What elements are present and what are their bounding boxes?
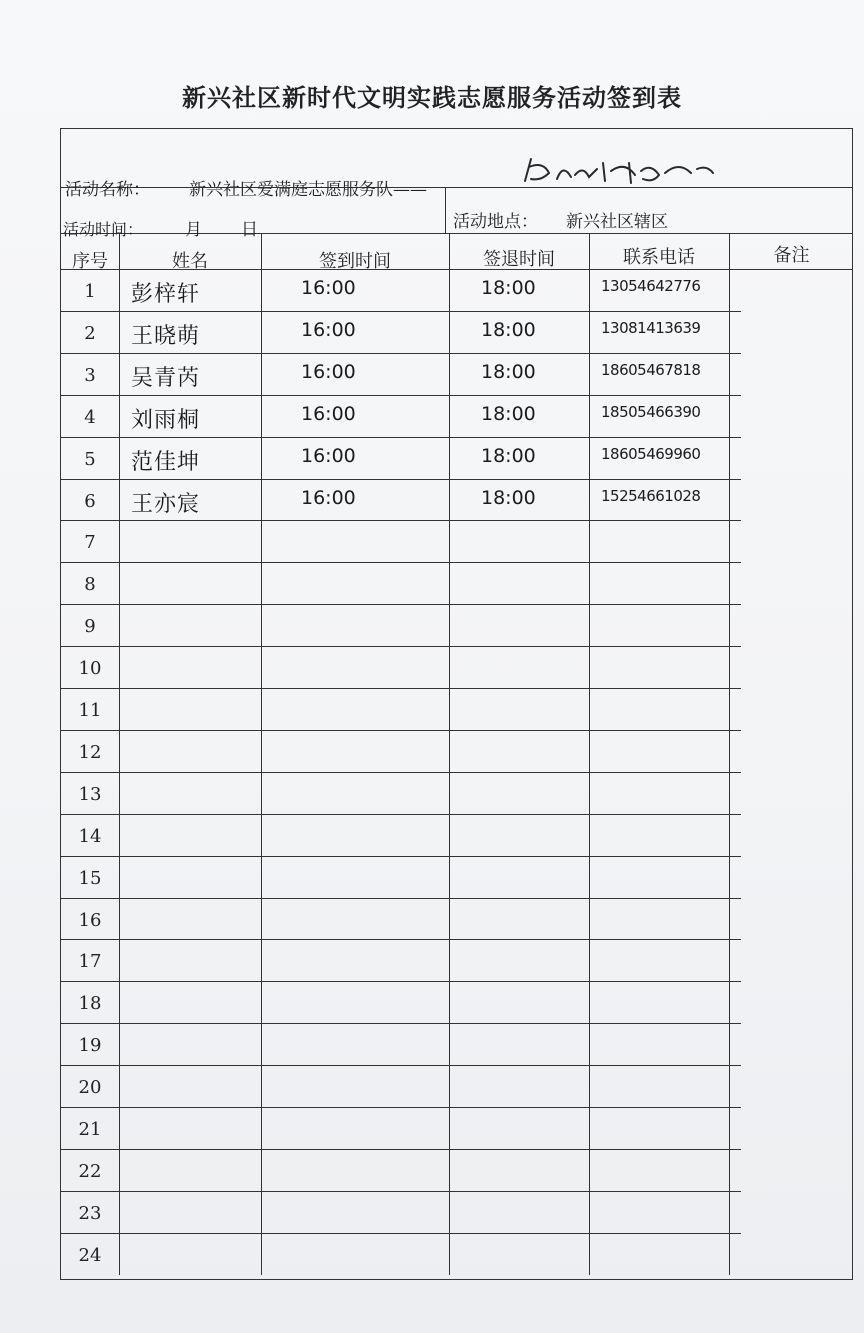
row-phone: 13054642776 [601, 277, 701, 295]
divider [119, 233, 120, 1275]
handwritten-activity-scrawl [519, 151, 719, 191]
row-seq: 17 [78, 951, 102, 973]
divider [61, 814, 741, 815]
row-seq: 5 [84, 448, 96, 470]
row-seq: 12 [78, 741, 102, 763]
row-seq: 22 [78, 1160, 102, 1182]
divider [61, 898, 741, 899]
row-seq: 24 [78, 1244, 102, 1266]
divider [61, 437, 741, 438]
divider [61, 856, 741, 857]
divider [61, 353, 741, 354]
row-seq: 23 [78, 1202, 102, 1224]
row-seq: 13 [78, 783, 102, 805]
divider [61, 269, 852, 270]
form-title: 新兴社区新时代文明实践志愿服务活动签到表 [182, 83, 682, 112]
row-sign-in-time: 16:00 [301, 360, 356, 383]
activity-month-label: 月 [185, 220, 202, 240]
divider [61, 479, 741, 480]
row-seq: 21 [78, 1119, 102, 1140]
header-phone: 联系电话 [623, 247, 695, 268]
row-phone: 15254661028 [601, 486, 701, 505]
row-seq: 11 [78, 700, 102, 721]
row-seq: 3 [84, 364, 96, 386]
divider [61, 311, 741, 312]
row-sign-out-time: 18:00 [481, 360, 536, 383]
header-name: 姓名 [172, 251, 208, 272]
row-seq: 18 [78, 993, 102, 1015]
divider [61, 646, 741, 647]
row-phone: 18605467818 [601, 360, 701, 379]
row-seq: 10 [78, 658, 102, 680]
row-sign-in-time: 16:00 [301, 486, 356, 509]
divider [61, 1107, 741, 1108]
divider [61, 772, 741, 773]
activity-day-label: 日 [241, 220, 258, 240]
row-phone: 18605469960 [601, 444, 701, 463]
divider [61, 1065, 741, 1066]
row-phone: 18505466390 [601, 402, 701, 421]
row-seq: 8 [84, 574, 96, 596]
row-seq: 6 [84, 490, 96, 512]
activity-location-label: 活动地点： [453, 212, 538, 232]
row-seq: 19 [78, 1035, 102, 1057]
row-seq: 16 [78, 909, 102, 931]
divider [61, 604, 741, 605]
row-name: 王亦宸 [131, 491, 201, 517]
divider [589, 233, 590, 1275]
row-sign-out-time: 18:00 [481, 277, 536, 299]
row-seq: 4 [84, 406, 96, 428]
row-name: 范佳坤 [131, 449, 201, 475]
row-sign-in-time: 16:00 [301, 444, 356, 467]
row-sign-out-time: 18:00 [481, 444, 536, 467]
divider [61, 520, 741, 521]
divider [445, 187, 446, 233]
row-seq: 14 [78, 825, 102, 847]
signin-table [60, 128, 853, 1280]
row-sign-in-time: 16:00 [301, 318, 356, 341]
divider [61, 233, 852, 234]
header-sign-in: 签到时间 [319, 251, 391, 272]
divider [61, 1233, 741, 1234]
divider [61, 730, 741, 731]
divider [261, 233, 262, 1275]
row-phone: 13081413639 [601, 318, 701, 337]
row-seq: 2 [84, 322, 96, 344]
divider [61, 187, 852, 188]
row-seq: 20 [78, 1077, 102, 1099]
row-sign-in-time: 16:00 [301, 402, 356, 425]
row-name: 吴青芮 [131, 365, 201, 391]
divider [61, 1191, 741, 1192]
row-seq: 1 [84, 281, 96, 302]
divider [61, 562, 741, 563]
row-name: 刘雨桐 [131, 407, 201, 433]
row-sign-out-time: 18:00 [481, 486, 536, 509]
divider [61, 1149, 741, 1150]
row-name: 彭梓轩 [131, 282, 201, 307]
activity-time-label: 活动时间： [63, 220, 144, 239]
row-sign-out-time: 18:00 [481, 318, 536, 341]
row-seq: 9 [84, 616, 96, 638]
divider [61, 981, 741, 982]
divider [61, 688, 741, 689]
activity-location-value: 新兴社区辖区 [566, 212, 668, 232]
activity-name-label: 活动名称： [65, 180, 150, 200]
activity-name-value: 新兴社区爱满庭志愿服务队—— [189, 180, 427, 200]
divider [449, 233, 450, 1275]
header-seq: 序号 [72, 251, 108, 272]
row-seq: 7 [84, 532, 96, 554]
divider [61, 395, 741, 396]
divider [729, 233, 730, 1275]
row-sign-out-time: 18:00 [481, 402, 536, 425]
row-seq: 15 [78, 867, 102, 889]
row-sign-in-time: 16:00 [301, 277, 356, 299]
row-name: 王晓萌 [131, 323, 201, 349]
divider [61, 1023, 741, 1024]
header-note: 备注 [773, 245, 810, 266]
divider [61, 939, 741, 940]
header-sign-out: 签退时间 [483, 249, 555, 270]
